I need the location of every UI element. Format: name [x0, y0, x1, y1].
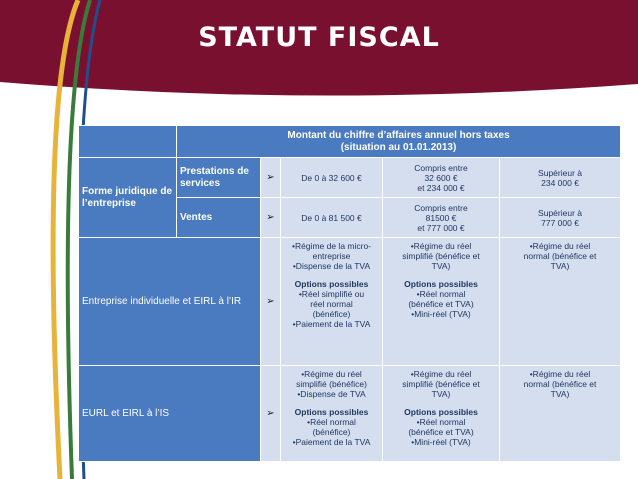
row-label: EURL et EIRL à l’IS	[79, 366, 261, 462]
cell-line: •Réel normal	[416, 289, 466, 299]
sales-col3-l2: 777 000 €	[541, 217, 579, 228]
row2-col1	[281, 366, 383, 462]
slide-title: STATUT FISCAL	[198, 22, 440, 53]
threshold-row-services	[79, 158, 621, 198]
cell-line: •Paiement de la TVA	[292, 437, 371, 447]
cell-line: TVA)	[431, 389, 451, 399]
services-col3	[500, 158, 621, 198]
services-label: Prestations de services	[177, 158, 261, 198]
cell-line: •Régime du réel	[301, 369, 362, 379]
sales-col3	[500, 198, 621, 238]
sales-label: Ventes	[177, 198, 261, 238]
cell-line: •Dispense de TVA	[297, 389, 366, 399]
cell-line: •Réel normal	[416, 417, 466, 427]
cell-line: •Régime du réel	[529, 369, 591, 379]
arrow-icon: ➢	[261, 198, 281, 238]
sales-col2-l2: 81500 €	[425, 212, 457, 223]
cell-line: TVA)	[550, 389, 570, 399]
services-col3-l2: 234 000 €	[541, 177, 579, 188]
cell-line: (bénéfice)	[312, 427, 351, 437]
cell-line: •Régime du réel	[529, 241, 591, 251]
sales-col2	[383, 198, 500, 238]
row-label: Entreprise individuelle et EIRL à l’IR	[79, 238, 261, 366]
cell-line: simplifié (bénéfice et	[402, 379, 480, 389]
options-heading: Options possibles	[294, 279, 369, 289]
cell-line: •Paiement de la TVA	[292, 319, 371, 329]
sales-col2-l1: Compris entre	[414, 202, 468, 213]
options-heading: Options possibles	[294, 407, 369, 417]
cell-line: simplifié (bénéfice)	[296, 379, 367, 389]
cell-line: TVA)	[431, 261, 451, 271]
cell-line: (bénéfice et TVA)	[408, 299, 474, 309]
header-turnover-line2: (situation au 01.01.2013)	[340, 141, 457, 153]
cell-line: •Régime du réel	[410, 241, 472, 251]
services-col3-l1: Supérieur à	[538, 167, 582, 178]
cell-line: simplifié (bénéfice et	[402, 251, 480, 261]
sales-col2-l3: et 777 000 €	[417, 222, 465, 233]
cell-line: normal (bénéfice et	[523, 379, 597, 389]
row2-col3	[500, 366, 621, 462]
header-turnover	[177, 126, 621, 158]
arrow-icon: ➢	[261, 238, 281, 366]
arrow-icon: ➢	[261, 158, 281, 198]
row1-col3	[500, 238, 621, 366]
cell-line: •Régime du réel	[410, 369, 472, 379]
cell-line: •Régime de la micro-	[291, 241, 372, 251]
sales-col3-l1: Supérieur à	[538, 207, 582, 218]
table-header-row	[79, 126, 621, 158]
cell-line: TVA)	[550, 261, 570, 271]
services-col2-l3: et 234 000 €	[417, 182, 465, 193]
legal-form-label: Forme juridique de l’entreprise	[79, 158, 177, 238]
row2-col2	[383, 366, 500, 462]
header-turnover-line1: Montant du chiffre d’affaires annuel hors taxes	[287, 129, 510, 141]
cell-line: •Réel simplifié ou	[298, 289, 365, 299]
sales-col1: De 0 à 81 500 €	[281, 198, 383, 238]
cell-line: réel normal	[310, 299, 353, 309]
arrow-icon: ➢	[261, 366, 281, 462]
services-col2-l2: 32 600 €	[424, 172, 458, 183]
cell-line: •Mini-réel (TVA)	[411, 309, 471, 319]
table-row	[79, 366, 621, 462]
cell-line: normal (bénéfice et	[523, 251, 597, 261]
cell-line: (bénéfice)	[312, 309, 351, 319]
row1-col1	[281, 238, 383, 366]
cell-line: •Réel normal	[307, 417, 356, 427]
options-heading: Options possibles	[404, 407, 478, 417]
cell-line: •Dispense de la TVA	[292, 261, 371, 271]
header-corner	[79, 126, 177, 158]
fiscal-status-table	[78, 125, 621, 462]
cell-line: (bénéfice et TVA)	[408, 427, 474, 437]
options-heading: Options possibles	[404, 279, 478, 289]
cell-line: entreprise	[312, 251, 351, 261]
services-col1: De 0 à 32 600 €	[281, 158, 383, 198]
services-col2	[383, 158, 500, 198]
table-row	[79, 238, 621, 366]
services-col2-l1: Compris entre	[414, 162, 468, 173]
cell-line: •Mini-réel (TVA)	[411, 437, 471, 447]
row1-col2	[383, 238, 500, 366]
